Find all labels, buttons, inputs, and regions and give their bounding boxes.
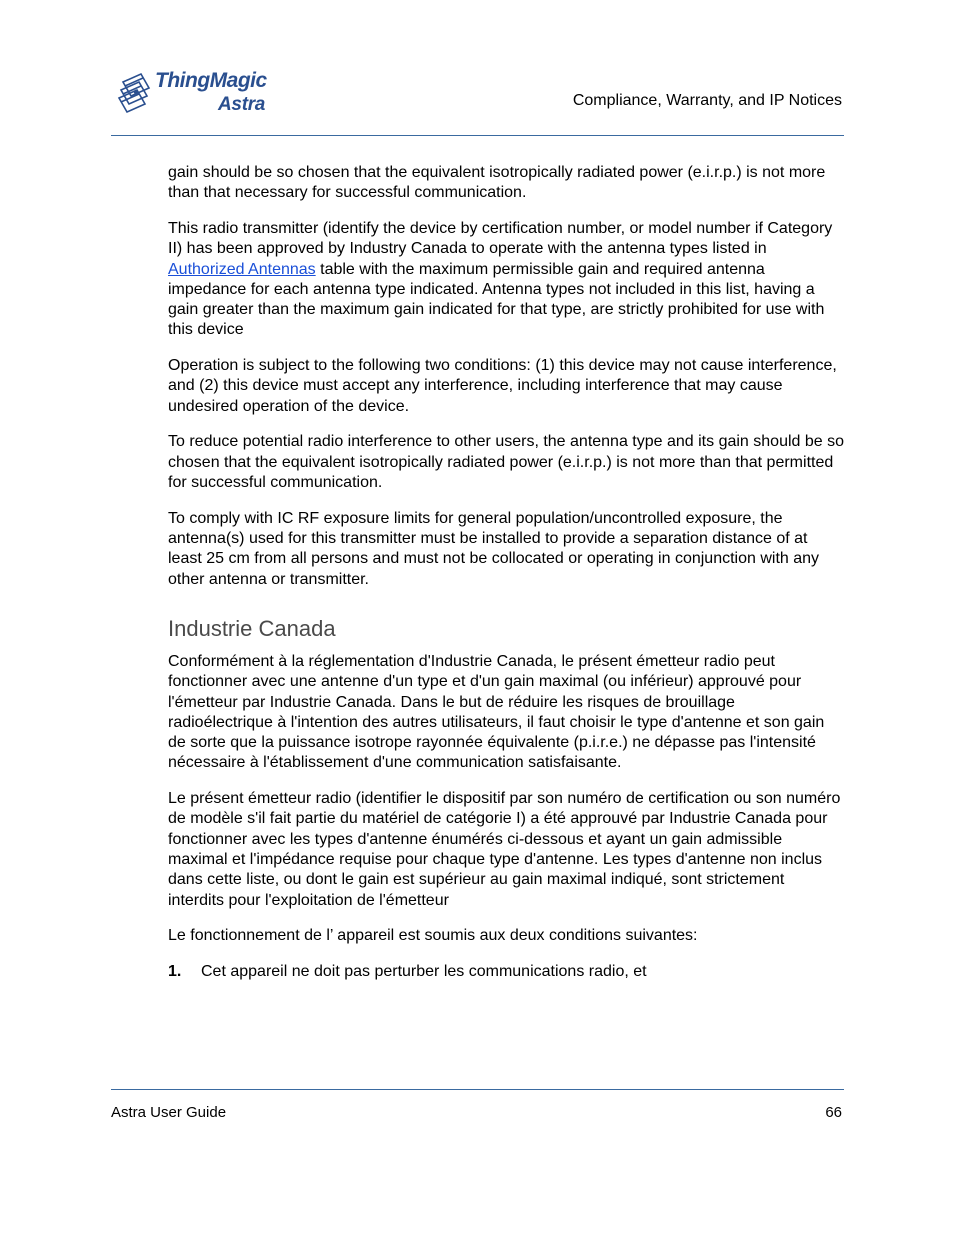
paragraph-fr-conditions: Le fonctionnement de l’ appareil est soumis aux deux conditions suivantes: xyxy=(168,927,698,945)
footer-doc-title: Astra User Guide xyxy=(111,1104,227,1121)
footer-page-number: 66 xyxy=(825,1104,842,1121)
section-heading-industrie-canada: Industrie Canada xyxy=(168,615,336,641)
logo-product-text: Astra xyxy=(218,94,266,115)
page-content xyxy=(168,163,844,982)
list-item-number: 1. xyxy=(168,962,182,980)
paragraph-fr-reglementation: Conformément à la réglementation d'Industrie Canada, le présent émetteur radio peut fonctionner avec une antenne d'un type et d'un gain maximal (ou inférieur) approuvé pour l'émetteur par Industrie Canada. Dans le but de réduire les risques de brouillage radioélectrique à l'intention des autres utilisateurs, il faut choisir le type d'antenne et son gain de sorte que la puissance isotrope rayonnée équivalente (p.i.r.e.) ne dépasse pas l'intensité nécessaire à l'établissement d'une communication satisfaisante. xyxy=(168,652,825,772)
header-divider xyxy=(111,135,844,136)
list-item xyxy=(168,962,844,982)
paragraph-fr-emetteur-approuve: Le présent émetteur radio (identifier le dispositif par son numéro de certification ou son numéro de modèle s'il fait partie du matériel de catégorie I) a été approuvé par Industrie Canada pour fonctionner avec les types d'antenne énumérés ci-dessous et ayant un gain admissible maximal et l'impédance requise pour chaque type d'antenne. Les types d'antenne non inclus dans cette liste, ou dont le gain est supérieur au gain maximal indiqué, sont strictement interdits pour l'exploitation de l'émetteur xyxy=(168,790,841,909)
paragraph-reduce-interference: To reduce potential radio interference to other users, the antenna type and its gain should be so chosen that the equivalent isotropically radiated power (e.i.r.p.) is not more than that permitted for successful communication. xyxy=(168,433,844,492)
header-section-title: Compliance, Warranty, and IP Notices xyxy=(572,92,842,109)
paragraph-transmitter-approval-text-a: This radio transmitter (identify the device by certification number, or model number if Category II) has been approved by Industry Canada to operate with the antenna types listed in xyxy=(168,219,833,258)
authorized-antennas-link[interactable]: Authorized Antennas xyxy=(168,260,316,278)
paragraph-transmitter-approval-text-b: table with the maximum permissible gain and required antenna impedance for each antenna type indicated. Antenna types not included in this list, having a gain greater than the maximum gain indicated for that type, are strictly prohibited for use with this device xyxy=(168,260,825,339)
paragraph-rf-exposure: To comply with IC RF exposure limits for general population/uncontrolled exposure, the antenna(s) used for this transmitter must be installed to provide a separation distance of at least 25 cm from all persons and must not be collocated or operating in conjunction with any other antenna or transmitter. xyxy=(168,509,820,588)
logo-brand-text: ThingMagic xyxy=(155,69,267,92)
paragraph-eirp-gain: gain should be so chosen that the equivalent isotropically radiated power (e.i.r.p.) is not more than that necessary for successful communication. xyxy=(168,164,826,202)
list-item-text: Cet appareil ne doit pas perturber les communications radio, et xyxy=(201,962,647,980)
thingmagic-reader-logo-icon xyxy=(117,68,153,114)
paragraph-transmitter-approval xyxy=(168,219,844,341)
thingmagic-logo xyxy=(117,66,277,118)
paragraph-operation-conditions: Operation is subject to the following two conditions: (1) this device may not cause interference, and (2) this device must accept any interference, including interference that may cause undesired operation of the device. xyxy=(168,357,837,415)
footer-divider xyxy=(111,1089,844,1090)
